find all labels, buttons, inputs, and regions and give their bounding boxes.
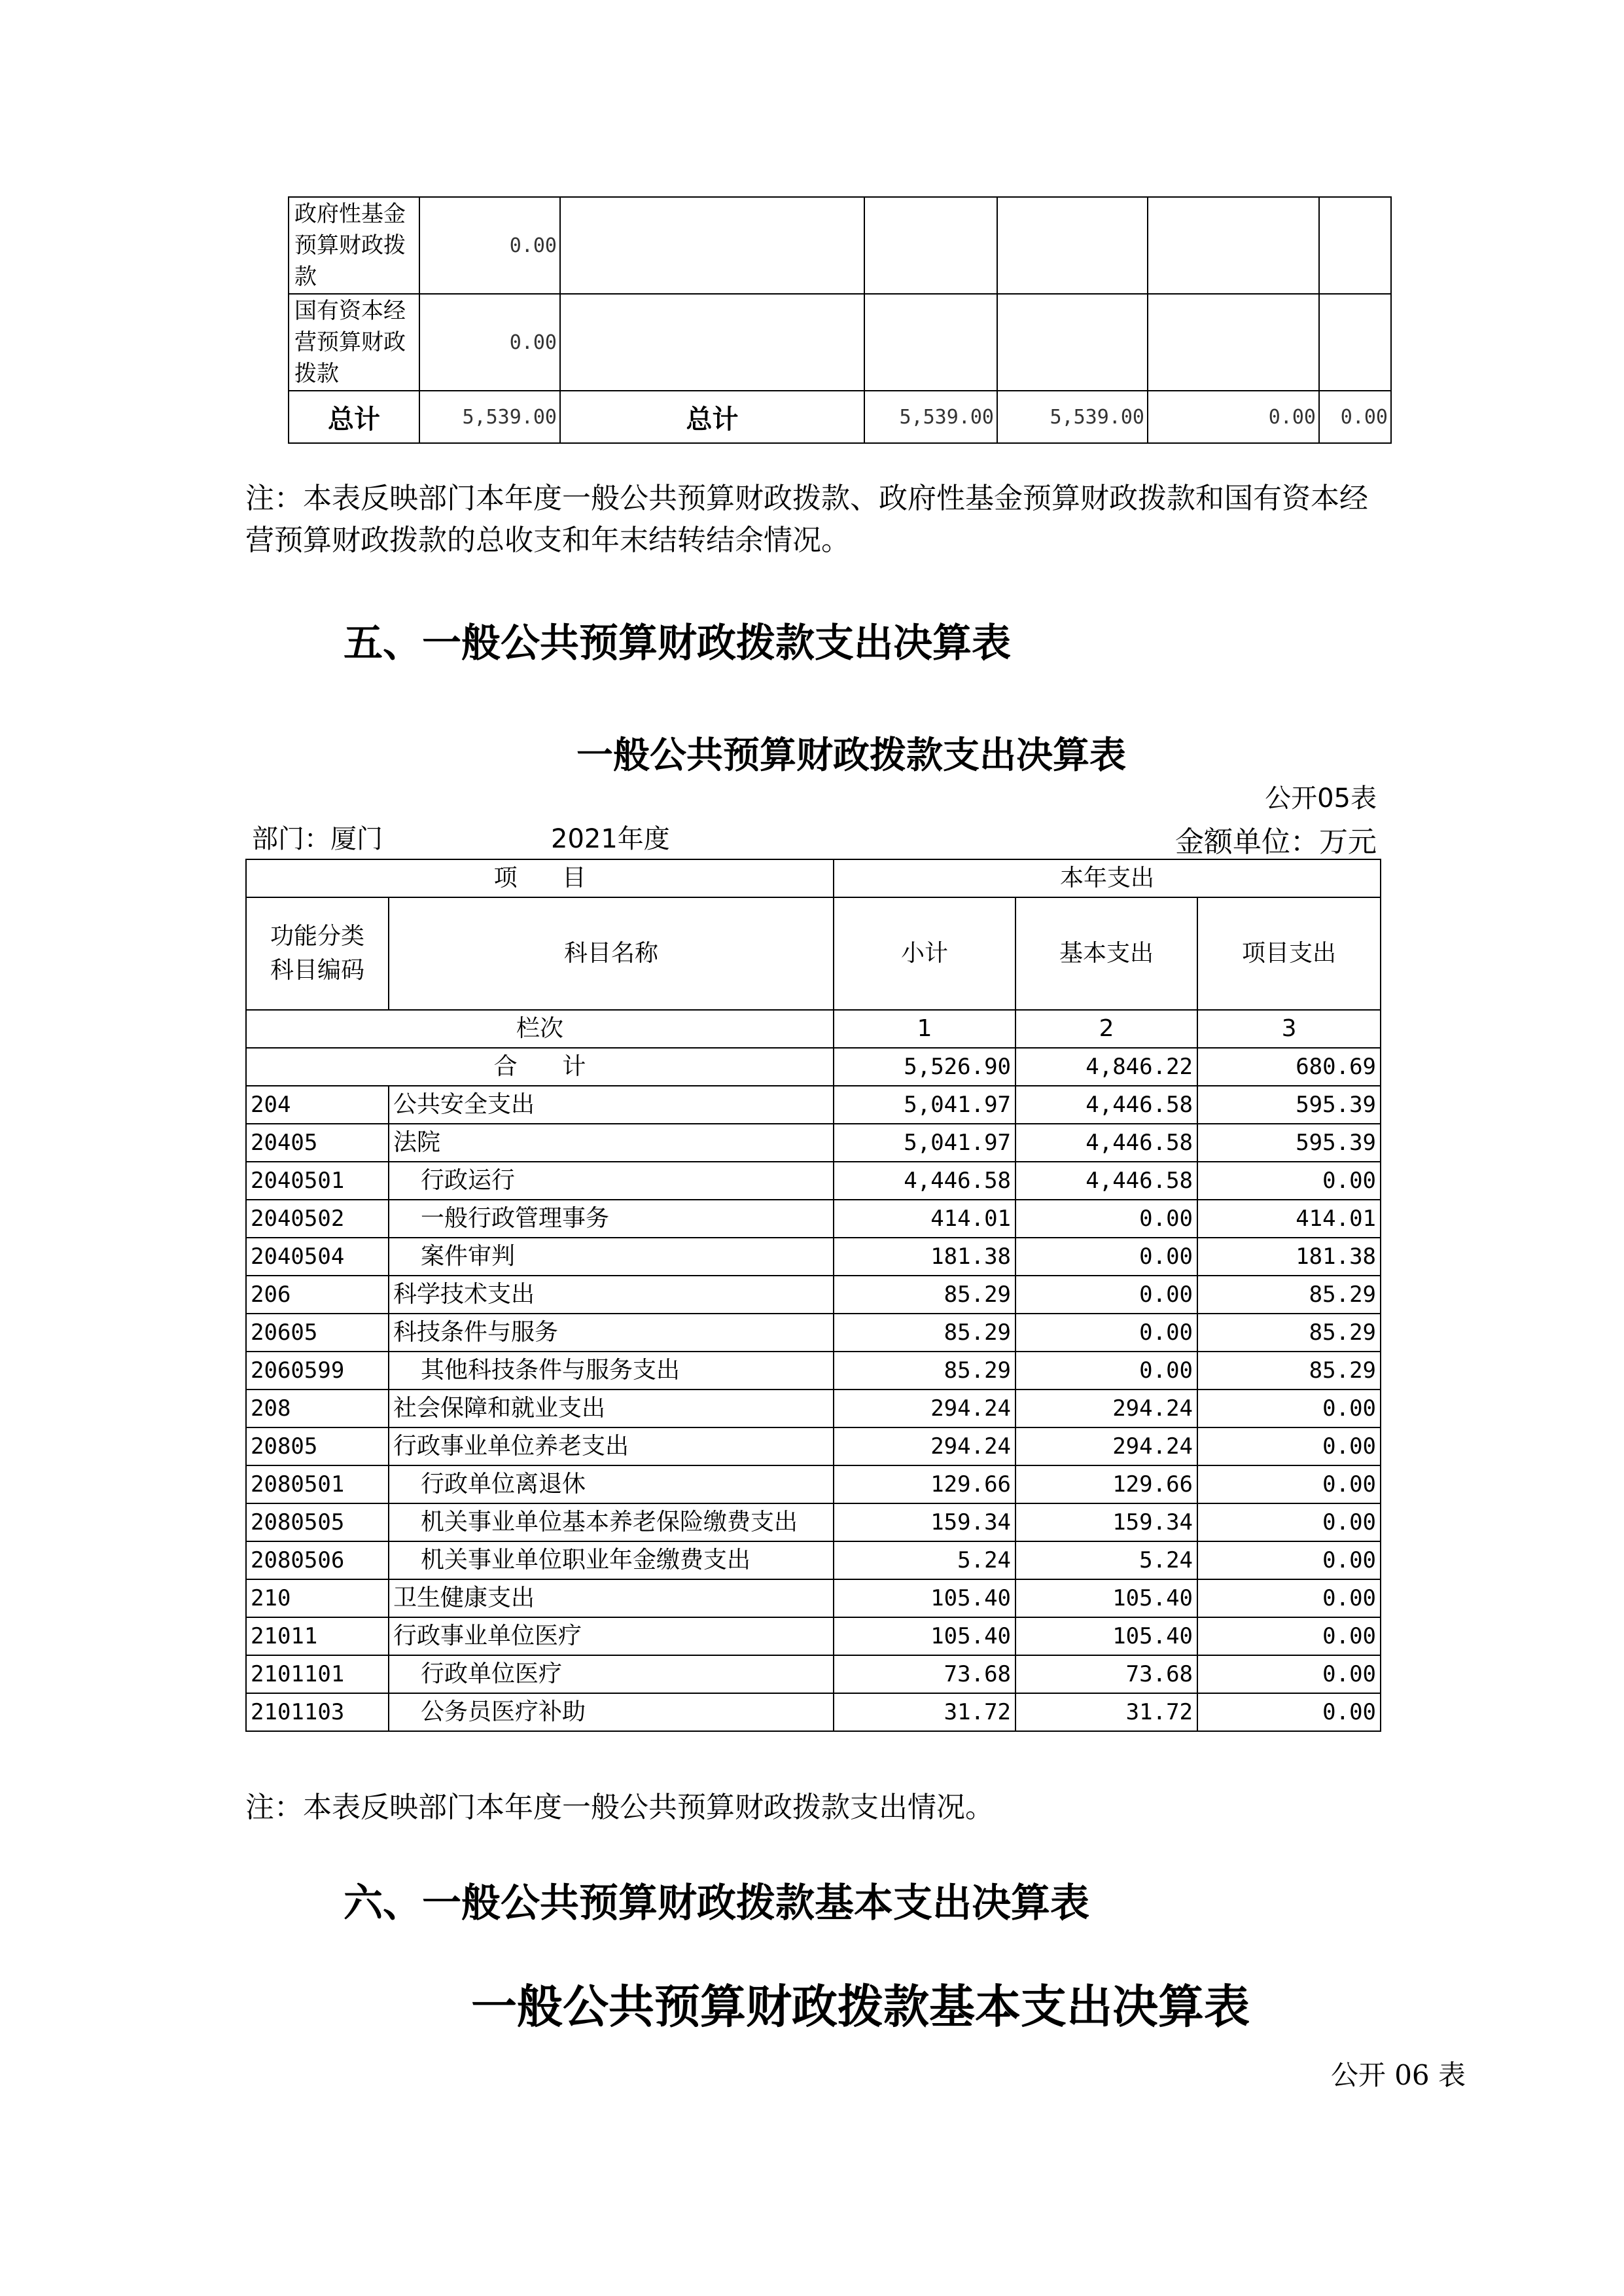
- subject-name: 机关事业单位基本养老保险缴费支出: [389, 1503, 834, 1541]
- subtotal-value: 5,041.97: [834, 1086, 1015, 1124]
- table6-title: 一般公共预算财政拨款基本支出决算表: [471, 1980, 1250, 2034]
- table-row: [246, 1465, 1381, 1503]
- subject-name: 机关事业单位职业年金缴费支出: [389, 1541, 834, 1579]
- header-code: 功能分类科目编码: [246, 897, 389, 1010]
- subtotal-value: 105.40: [834, 1617, 1015, 1655]
- subtotal-value: 129.66: [834, 1465, 1015, 1503]
- project-value: 0.00: [1197, 1655, 1381, 1693]
- subtotal-value: 4,446.58: [834, 1162, 1015, 1200]
- grand-total-basic: 4,846.22: [1015, 1048, 1197, 1086]
- subject-code: 20405: [246, 1124, 389, 1162]
- subtotal-value: 85.29: [834, 1352, 1015, 1390]
- table-row: [246, 1541, 1381, 1579]
- header-project: 项 目: [246, 859, 834, 897]
- table-row: [246, 1655, 1381, 1693]
- subject-code: 208: [246, 1390, 389, 1427]
- department-label: 部门：厦门: [252, 824, 383, 854]
- col-index-label: 栏次: [246, 1010, 834, 1048]
- total-label-left: 总计: [289, 391, 419, 443]
- table-row: [246, 1162, 1381, 1200]
- subject-name: 行政单位医疗: [389, 1655, 834, 1693]
- subject-name: 卫生健康支出: [389, 1579, 834, 1617]
- grand-total-subtotal: 5,526.90: [834, 1048, 1015, 1086]
- basic-value: 5.24: [1015, 1541, 1197, 1579]
- fiscal-year: 2021年度: [551, 824, 670, 854]
- note-carryover: 注：本表反映部门本年度一般公共预算财政拨款、政府性基金预算财政拨款和国有资本经营预算财政拨款的总收支和年末结转结余情况。: [245, 482, 1368, 557]
- project-value: 0.00: [1197, 1503, 1381, 1541]
- header-project-exp: 项目支出: [1197, 897, 1381, 1010]
- project-value: 0.00: [1197, 1693, 1381, 1731]
- table-row: [246, 1124, 1381, 1162]
- subject-code: 2101103: [246, 1693, 389, 1731]
- table-row: [289, 294, 1391, 391]
- total-label-right: 总计: [560, 391, 864, 443]
- table-row: [246, 1617, 1381, 1655]
- total-row: [289, 391, 1391, 443]
- subject-name: 案件审判: [389, 1238, 834, 1276]
- basic-value: 105.40: [1015, 1579, 1197, 1617]
- basic-value: 4,446.58: [1015, 1162, 1197, 1200]
- subject-name: 行政事业单位医疗: [389, 1617, 834, 1655]
- basic-value: 0.00: [1015, 1314, 1197, 1352]
- subject-code: 2080506: [246, 1541, 389, 1579]
- row-label: 国有资本经营预算财政拨款: [289, 294, 419, 391]
- col-index-1: 1: [834, 1010, 1015, 1048]
- subject-name: 法院: [389, 1124, 834, 1162]
- grand-total-project: 680.69: [1197, 1048, 1381, 1086]
- basic-value: 294.24: [1015, 1427, 1197, 1465]
- row-amount: 0.00: [419, 294, 560, 391]
- total-col2: 5,539.00: [997, 391, 1148, 443]
- table-row: [246, 1579, 1381, 1617]
- header-row-2: [246, 897, 1381, 1010]
- subject-name: 社会保障和就业支出: [389, 1390, 834, 1427]
- basic-value: 0.00: [1015, 1200, 1197, 1238]
- subject-code: 20805: [246, 1427, 389, 1465]
- subject-code: 2080505: [246, 1503, 389, 1541]
- subtotal-value: 294.24: [834, 1390, 1015, 1427]
- project-value: 0.00: [1197, 1162, 1381, 1200]
- total-amount-left: 5,539.00: [419, 391, 560, 443]
- subtotal-value: 294.24: [834, 1427, 1015, 1465]
- table6-number: 公开 06 表: [1330, 2059, 1466, 2091]
- subject-name: 行政运行: [389, 1162, 834, 1200]
- basic-value: 73.68: [1015, 1655, 1197, 1693]
- project-value: 414.01: [1197, 1200, 1381, 1238]
- header-subtotal: 小计: [834, 897, 1015, 1010]
- basic-value: 129.66: [1015, 1465, 1197, 1503]
- col-index-2: 2: [1015, 1010, 1197, 1048]
- project-value: 181.38: [1197, 1238, 1381, 1276]
- project-value: 595.39: [1197, 1086, 1381, 1124]
- subtotal-value: 105.40: [834, 1579, 1015, 1617]
- basic-value: 0.00: [1015, 1276, 1197, 1314]
- subject-code: 21011: [246, 1617, 389, 1655]
- basic-value: 294.24: [1015, 1390, 1197, 1427]
- header-current-year: 本年支出: [834, 859, 1381, 897]
- subtotal-value: 73.68: [834, 1655, 1015, 1693]
- grand-total-label: 合 计: [246, 1048, 834, 1086]
- subject-name: 其他科技条件与服务支出: [389, 1352, 834, 1390]
- table-row: [246, 1503, 1381, 1541]
- subject-name: 科学技术支出: [389, 1276, 834, 1314]
- subject-code: 204: [246, 1086, 389, 1124]
- table-row: [246, 1314, 1381, 1352]
- basic-value: 159.34: [1015, 1503, 1197, 1541]
- subject-name: 公共安全支出: [389, 1086, 834, 1124]
- expenditure-table: [245, 859, 1381, 1732]
- project-value: 0.00: [1197, 1427, 1381, 1465]
- subtotal-value: 85.29: [834, 1276, 1015, 1314]
- col-index-3: 3: [1197, 1010, 1381, 1048]
- project-value: 0.00: [1197, 1617, 1381, 1655]
- table-row: [246, 1276, 1381, 1314]
- subject-code: 2080501: [246, 1465, 389, 1503]
- subject-code: 2040501: [246, 1162, 389, 1200]
- subtotal-value: 5,041.97: [834, 1124, 1015, 1162]
- subtotal-value: 31.72: [834, 1693, 1015, 1731]
- total-col1: 5,539.00: [864, 391, 997, 443]
- row-label: 政府性基金预算财政拨款: [289, 197, 419, 294]
- note-expenditure: 注：本表反映部门本年度一般公共预算财政拨款支出情况。: [245, 1791, 994, 1824]
- header-row-1: [246, 859, 1381, 897]
- project-value: 0.00: [1197, 1465, 1381, 1503]
- subject-code: 2040502: [246, 1200, 389, 1238]
- table-row: [246, 1238, 1381, 1276]
- table-row: [246, 1693, 1381, 1731]
- project-value: 0.00: [1197, 1390, 1381, 1427]
- table-row: [246, 1427, 1381, 1465]
- subject-code: 20605: [246, 1314, 389, 1352]
- amount-unit: 金额单位：万元: [1175, 825, 1377, 859]
- project-value: 85.29: [1197, 1276, 1381, 1314]
- subtotal-value: 159.34: [834, 1503, 1015, 1541]
- project-value: 0.00: [1197, 1541, 1381, 1579]
- subject-name: 行政事业单位养老支出: [389, 1427, 834, 1465]
- table-row: [246, 1352, 1381, 1390]
- subtotal-value: 5.24: [834, 1541, 1015, 1579]
- row-amount: 0.00: [419, 197, 560, 294]
- section5-heading: 五、一般公共预算财政拨款支出决算表: [344, 620, 1011, 666]
- subtotal-value: 181.38: [834, 1238, 1015, 1276]
- table-row: [246, 1390, 1381, 1427]
- subject-code: 2101101: [246, 1655, 389, 1693]
- project-value: 0.00: [1197, 1579, 1381, 1617]
- basic-value: 105.40: [1015, 1617, 1197, 1655]
- basic-value: 0.00: [1015, 1238, 1197, 1276]
- table5-title: 一般公共预算财政拨款支出决算表: [576, 734, 1126, 777]
- header-name: 科目名称: [389, 897, 834, 1010]
- grand-total-row: [246, 1048, 1381, 1086]
- subject-name: 科技条件与服务: [389, 1314, 834, 1352]
- subtotal-value: 414.01: [834, 1200, 1015, 1238]
- basic-value: 4,446.58: [1015, 1124, 1197, 1162]
- subject-code: 210: [246, 1579, 389, 1617]
- subject-code: 2040504: [246, 1238, 389, 1276]
- table5-number: 公开05表: [1265, 783, 1377, 814]
- column-index-row: [246, 1010, 1381, 1048]
- table-row: [246, 1086, 1381, 1124]
- table-row: [289, 197, 1391, 294]
- project-value: 85.29: [1197, 1352, 1381, 1390]
- subject-name: 公务员医疗补助: [389, 1693, 834, 1731]
- total-col3: 0.00: [1148, 391, 1319, 443]
- project-value: 85.29: [1197, 1314, 1381, 1352]
- subtotal-value: 85.29: [834, 1314, 1015, 1352]
- subject-name: 一般行政管理事务: [389, 1200, 834, 1238]
- total-col4: 0.00: [1319, 391, 1391, 443]
- table-row: [246, 1200, 1381, 1238]
- basic-value: 31.72: [1015, 1693, 1197, 1731]
- project-value: 595.39: [1197, 1124, 1381, 1162]
- basic-value: 4,446.58: [1015, 1086, 1197, 1124]
- basic-value: 0.00: [1015, 1352, 1197, 1390]
- section6-heading: 六、一般公共预算财政拨款基本支出决算表: [344, 1880, 1089, 1926]
- subject-code: 2060599: [246, 1352, 389, 1390]
- subject-name: 行政单位离退休: [389, 1465, 834, 1503]
- subject-code: 206: [246, 1276, 389, 1314]
- carryover-table-tail: [288, 196, 1392, 444]
- header-basic: 基本支出: [1015, 897, 1197, 1010]
